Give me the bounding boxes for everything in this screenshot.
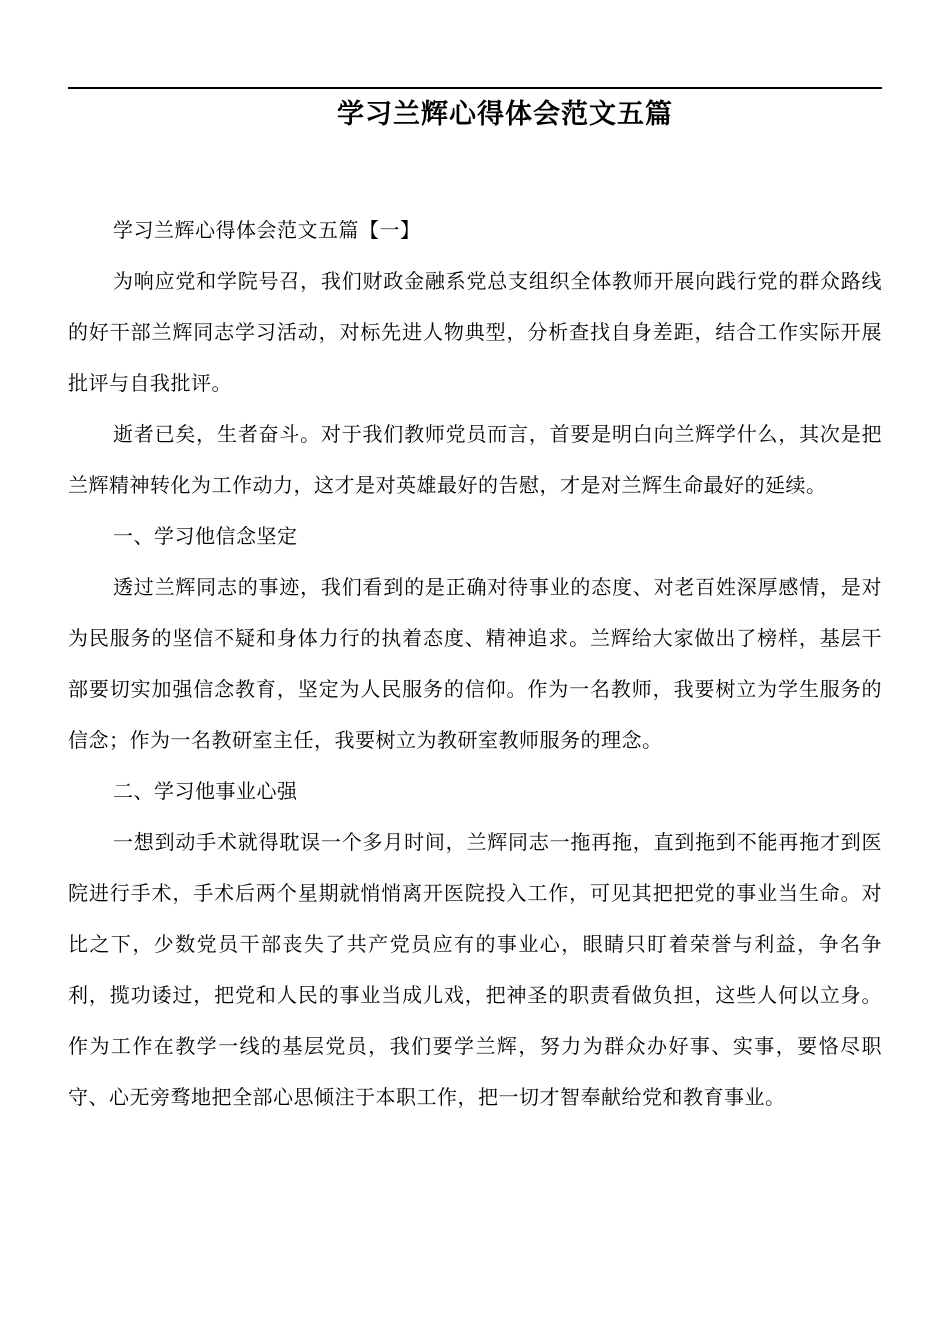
body-paragraph: 为响应党和学院号召，我们财政金融系党总支组织全体教师开展向践行党的群众路线的好干部兰辉同志学习活动，对标先进人物典型，分析查找自身差距，结合工作实际开展批评与自我批评。 bbox=[68, 269, 882, 395]
body-paragraph: 逝者已矣，生者奋斗。对于我们教师党员而言，首要是明白向兰辉学什么，其次是把兰辉精神转化为工作动力，这才是对英雄最好的告慰，才是对兰辉生命最好的延续。 bbox=[68, 422, 882, 497]
subheading-belief: 一、学习他信念坚定 bbox=[113, 524, 298, 548]
section-heading-one: 学习兰辉心得体会范文五篇【一】 bbox=[113, 218, 421, 242]
document-body bbox=[68, 205, 882, 1123]
body-paragraph: 一想到动手术就得耽误一个多月时间，兰辉同志一拖再拖，直到拖到不能再拖才到医院进行手术，手术后两个星期就悄悄离开医院投入工作，可见其把把党的事业当生命。对比之下，少数党员干部丧失了共产党员应有的事业心，眼睛只盯着荣誉与利益，争名争利，揽功诿过，把党和人民的事业当成儿戏，把神圣的职责看做负担，这些人何以立身。作为工作在教学一线的基层党员，我们要学兰辉，努力为群众办好事、实事，要恪尽职守、心无旁骛地把全部心思倾注于本职工作，把一切才智奉献给党和教育事业。 bbox=[68, 830, 882, 1109]
body-paragraph: 透过兰辉同志的事迹，我们看到的是正确对待事业的态度、对老百姓深厚感情，是对为民服务的坚信不疑和身体力行的执着态度、精神追求。兰辉给大家做出了榜样，基层干部要切实加强信念教育，坚定为人民服务的信仰。作为一名教师，我要树立为学生服务的信念；作为一名教研室主任，我要树立为教研室教师服务的理念。 bbox=[68, 575, 882, 752]
subheading-dedication: 二、学习他事业心强 bbox=[113, 779, 298, 803]
document-title: 学习兰辉心得体会范文五篇 bbox=[337, 99, 673, 130]
header-rule bbox=[68, 87, 882, 89]
